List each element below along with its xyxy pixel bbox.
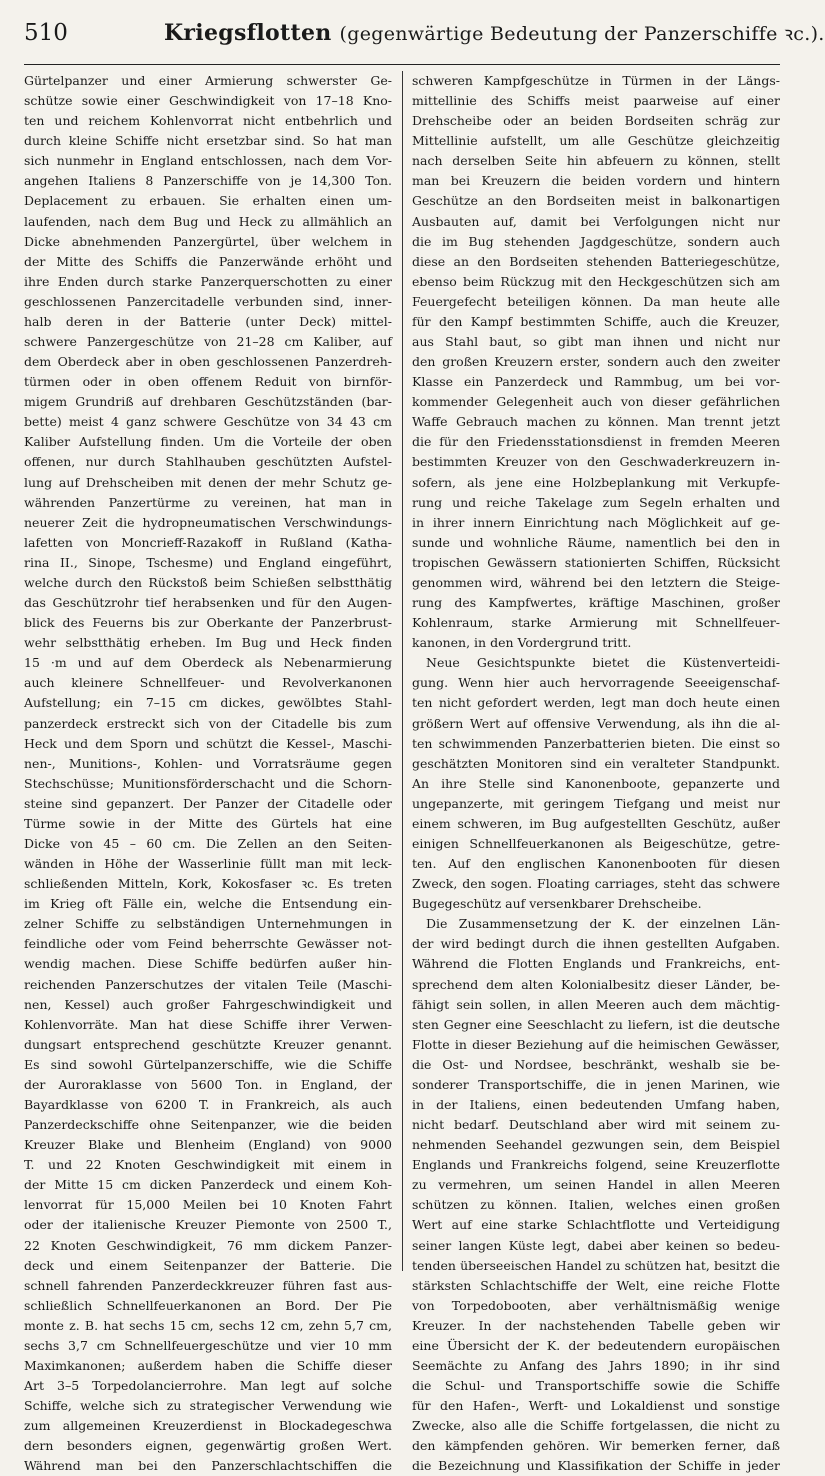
text-line: ebenso beim Rückzug mit den Heckgeschützen sich am — [412, 273, 780, 289]
text-line: Während man bei den Panzerschlachtschiffen die — [24, 1458, 392, 1474]
text-line: Art 3–5 Torpedolancierrohre. Man legt auf solche — [24, 1378, 392, 1394]
right-column — [412, 71, 780, 1474]
text-line: Kohlenraum, starke Armierung mit Schnellfeuer- — [412, 615, 780, 631]
text-line: ten. Auf den englischen Kanonenbooten für diesen — [412, 856, 780, 872]
text-line: einigen Schnellfeuerkanonen als Beigeschütze, getre- — [412, 835, 780, 851]
text-line: An ihre Stelle sind Kanonenboote, gepanzerte und — [412, 775, 780, 791]
text-line: 22 Knoten Geschwindigkeit, 76 mm dickem Panzer- — [24, 1237, 392, 1253]
text-line: der Auroraklasse von 5600 Ton. in England, der — [24, 1076, 392, 1092]
text-line: dern besonders eignen, gegenwärtig großen Wert. — [24, 1438, 392, 1454]
text-line: Bayardklasse von 6200 T. in Frankreich, als auch — [24, 1096, 392, 1112]
text-line: Feuergefecht beteiligen können. Da man heute alle — [412, 293, 780, 309]
text-line: geschätzten Monitoren sind ein veralteter Standpunkt. — [412, 755, 780, 771]
text-line: wehr selbstthätig erheben. Im Bug und Heck finden — [24, 635, 392, 651]
text-line: Deplacement zu erbauen. Sie erhalten einen um- — [24, 193, 392, 209]
text-line: mittellinie des Schiffs meist paarweise auf einer — [412, 93, 780, 109]
text-line: ungepanzerte, mit geringem Tiefgang und meist nur — [412, 795, 780, 811]
text-line: Zwecke, also alle die Schiffe fortgelassen, die nicht zu — [412, 1418, 780, 1434]
text-line: blick des Feuerns bis zur Oberkante der Panzerbrust- — [24, 615, 392, 631]
text-line: rung und reiche Takelage zum Segeln erhalten und — [412, 494, 780, 510]
text-line: steine sind gepanzert. Der Panzer der Citadelle oder — [24, 795, 392, 811]
text-line: schütze sowie einer Geschwindigkeit von 17–18 Kno- — [24, 93, 392, 109]
text-line: wendig machen. Diese Schiffe bedürfen außer hin- — [24, 956, 392, 972]
text-line: sonderer Transportschiffe, die in jenen Marinen, wie — [412, 1076, 780, 1092]
text-line: die Ost- und Nordsee, beschränkt, weshalb sie be- — [412, 1056, 780, 1072]
text-line: der Mitte des Schiffs die Panzerwände erhöht und — [24, 253, 392, 269]
text-line: Ausbauten auf, damit bei Verfolgungen nicht nur — [412, 213, 780, 229]
running-title — [164, 20, 825, 46]
text-line: Mittellinie aufstellt, um alle Geschütze gleichzeitig — [412, 133, 780, 149]
text-line: man bei Kreuzern die beiden vordern und hintern — [412, 173, 780, 189]
title-main: Kriegsflotten — [164, 20, 332, 46]
text-line: reichenden Panzerschutzes der vitalen Teile (Maschi- — [24, 976, 392, 992]
text-line: seiner langen Küste legt, dabei aber keinen so bedeu- — [412, 1237, 780, 1253]
text-line: Kreuzer Blake und Blenheim (England) von 9000 — [24, 1137, 392, 1153]
text-line: Die Zusammensetzung der K. der einzelnen Län- — [426, 916, 780, 932]
text-line: stärksten Schlachtschiffe der Welt, eine reiche Flotte — [412, 1277, 780, 1293]
text-line: monte z. B. hat sechs 15 cm, sechs 12 cm, zehn 5,7 cm, — [24, 1317, 392, 1333]
running-header — [24, 10, 825, 65]
text-line: Türme sowie in der Mitte des Gürtels hat eine — [24, 815, 392, 831]
text-line: Stechschüsse; Munitionsförderschacht und die Schorn- — [24, 775, 392, 791]
text-line: die Schul- und Transportschiffe sowie die Schiffe — [412, 1378, 780, 1394]
text-line: Während die Flotten Englands und Frankreichs, ent- — [412, 956, 780, 972]
text-line: nicht bedarf. Deutschland aber wird mit seinem zu- — [412, 1117, 780, 1133]
text-line: ten und reichem Kohlenvorrat nicht entbehrlich und — [24, 113, 392, 129]
text-line: die für den Friedensstationsdienst in fremden Meeren — [412, 434, 780, 450]
text-line: schließenden Mitteln, Kork, Kokosfaser ꝛc. Es treten — [24, 876, 392, 892]
text-line: sechs 3,7 cm Schnellfeuergeschütze und vier 10 mm — [24, 1337, 392, 1353]
text-line: oder der italienische Kreuzer Piemonte von 2500 T., — [24, 1217, 392, 1233]
text-line: der wird bedingt durch die ihnen gestellten Aufgaben. — [412, 936, 780, 952]
text-line: 15 ·m und auf dem Oberdeck als Nebenarmierung — [24, 655, 392, 671]
text-line: Heck und dem Sporn und schützt die Kessel-, Maschi- — [24, 735, 392, 751]
title-subtitle: (gegenwärtige Bedeutung der Panzerschiffe ꝛc.). — [339, 23, 825, 45]
text-line: angehen Italiens 8 Panzerschiffe von je 14,300 Ton. — [24, 173, 392, 189]
text-line: sofern, als jene eine Holzbeplankung mit Verkupfe- — [412, 474, 780, 490]
text-line: Wert auf eine starke Schlachtflotte und Verteidigung — [412, 1217, 780, 1233]
text-line: rina II., Sinope, Tschesme) und England eingeführt, — [24, 554, 392, 570]
text-line: für den Kampf bestimmten Schiffe, auch die Kreuzer, — [412, 313, 780, 329]
text-line: schwere Panzergeschütze von 21–28 cm Kaliber, auf — [24, 334, 392, 350]
text-line: lenvorrat für 15,000 Meilen bei 10 Knoten Fahrt — [24, 1197, 392, 1213]
text-line: tenden überseeischen Handel zu schützen hat, besitzt die — [412, 1257, 780, 1273]
text-line: Kohlenvorräte. Man hat diese Schiffe ihrer Verwen- — [24, 1016, 392, 1032]
text-line: Kreuzer. In der nachstehenden Tabelle geben wir — [412, 1317, 780, 1333]
text-line: ten schwimmenden Panzerbatterien bieten. Die einst so — [412, 735, 780, 751]
text-line: nehmenden Seehandel gezwungen sein, dem Beispiel — [412, 1137, 780, 1153]
text-line: gung. Wenn hier auch hervorragende Seeeigenschaf- — [412, 675, 780, 691]
text-line: Flotte in dieser Beziehung auf die heimischen Gewässer, — [412, 1036, 780, 1052]
text-line: größern Wert auf offensive Verwendung, als ihn die al- — [412, 715, 780, 731]
text-line: auch kleinere Schnellfeuer- und Revolverkanonen — [24, 675, 392, 691]
text-line: feindliche oder vom Feind beherrschte Gewässer not- — [24, 936, 392, 952]
text-line: Klasse ein Panzerdeck und Rammbug, um bei vor- — [412, 374, 780, 390]
text-line: laufenden, nach dem Bug und Heck zu allmählich an — [24, 213, 392, 229]
text-line: Aufstellung; ein 7–15 cm dickes, gewölbtes Stahl- — [24, 695, 392, 711]
text-line: nen-, Munitions-, Kohlen- und Vorratsräume gegen — [24, 755, 392, 771]
text-line: bette) meist 4 ganz schwere Geschütze von 34 43 cm — [24, 414, 392, 430]
text-line: zu vermehren, um seinen Handel in allen Meeren — [412, 1177, 780, 1193]
text-line: migem Grundriß auf drehbaren Geschützständen (bar- — [24, 394, 392, 410]
text-line: Es sind sowohl Gürtelpanzerschiffe, wie die Schiffe — [24, 1056, 392, 1072]
text-line: lafetten von Moncrieff-Razakoff in Rußland (Katha- — [24, 534, 392, 550]
text-line: der Mitte 15 cm dicken Panzerdeck und einem Koh- — [24, 1177, 392, 1193]
text-line: Gürtelpanzer und einer Armierung schwerster Ge- — [24, 73, 392, 88]
text-line: Dicke von 45 – 60 cm. Die Zellen an den Seiten- — [24, 835, 392, 851]
text-line: neuerer Zeit die hydropneumatischen Verschwindungs- — [24, 514, 392, 530]
text-line: panzerdeck erstreckt sich von der Citadelle bis zum — [24, 715, 392, 731]
text-line: sprechend dem alten Kolonialbesitz dieser Länder, be- — [412, 976, 780, 992]
column-divider — [402, 71, 403, 1271]
left-column — [24, 71, 392, 1474]
text-line: den kämpfenden gehören. Wir bemerken ferner, daß — [412, 1438, 780, 1454]
text-line: Schiffe, welche sich zu strategischer Verwendung wie — [24, 1398, 392, 1414]
text-line: einem schweren, im Bug aufgestellten Geschütz, außer — [412, 815, 780, 831]
text-line: welche durch den Rückstoß beim Schießen selbstthätig — [24, 574, 392, 590]
text-line: genommen wird, während bei den letztern die Steige- — [412, 574, 780, 590]
text-line: im Krieg oft Fälle ein, welche die Entsendung ein- — [24, 896, 392, 912]
text-line: schnell fahrenden Panzerdeckkreuzer führen fast aus- — [24, 1277, 392, 1293]
text-line: Seemächte zu Anfang des Jahrs 1890; in ihr sind — [412, 1358, 780, 1373]
text-line: halb deren in der Batterie (unter Deck) mittel- — [24, 313, 392, 329]
text-line: Bugegeschütz auf versenkbarer Drehscheibe. — [412, 896, 702, 912]
text-line: das Geschützrohr tief herabsenken und für den Augen- — [24, 595, 392, 611]
text-line: kanonen, in den Vordergrund tritt. — [412, 635, 632, 651]
text-line: den großen Kreuzern erster, sondern auch den zweiter — [412, 354, 780, 370]
text-line: zelner Schiffe zu selbständigen Unternehmungen in — [24, 916, 392, 932]
text-line: schützen zu können. Italien, welches einen großen — [412, 1197, 780, 1213]
text-line: bestimmten Kreuzer von den Geschwaderkreuzern in- — [412, 454, 780, 470]
text-line: von Torpedobooten, aber verhältnismäßig wenige — [412, 1297, 780, 1313]
text-line: Panzerdeckschiffe ohne Seitenpanzer, wie die beiden — [24, 1117, 392, 1133]
text-line: nen, Kessel) auch großer Fahrgeschwindigkeit und — [24, 996, 392, 1012]
text-line: geschlossenen Panzercitadelle verbunden sind, inner- — [24, 293, 392, 309]
text-line: tropischen Gewässern stationierten Schiffen, Rücksicht — [412, 554, 780, 570]
text-line: dem Oberdeck aber in oben geschlossenen Panzerdreh- — [24, 354, 392, 370]
text-line: T. und 22 Knoten Geschwindigkeit mit einem in — [24, 1157, 392, 1173]
text-line: schließlich Schnellfeuerkanonen an Bord. Der Pie — [24, 1297, 392, 1313]
text-line: dungsart entsprechend geschützte Kreuzer genannt. — [24, 1036, 392, 1052]
text-line: wänden in Höhe der Wasserlinie füllt man mit leck- — [24, 856, 392, 872]
text-line: für den Hafen-, Werft- und Lokaldienst und sonstige — [412, 1398, 780, 1414]
text-line: sunde und wohnliche Räume, namentlich bei den in — [412, 534, 780, 550]
text-line: in der Italiens, einen bedeutenden Umfang haben, — [412, 1096, 780, 1112]
text-line: Drehscheibe oder an beiden Bordseiten schräg zur — [412, 113, 780, 129]
text-line: Englands und Frankreichs folgend, seine Kreuzerflotte — [412, 1157, 780, 1173]
text-line: nach derselben Seite hin abfeuern zu können, stellt — [412, 153, 780, 169]
text-line: die im Bug stehenden Jagdgeschütze, sondern auch — [412, 233, 780, 249]
text-columns — [24, 71, 780, 1474]
text-line: Neue Gesichtspunkte bietet die Küstenverteidi- — [426, 655, 780, 671]
text-line: lung auf Drehscheiben mit denen der mehr Schutz ge- — [24, 474, 392, 490]
text-line: deck und einem Seitenpanzer der Batterie. Die — [24, 1257, 392, 1273]
text-line: zum allgemeinen Kreuzerdienst in Blockadegeschwa — [24, 1418, 392, 1434]
text-line: Geschütze an den Bordseiten meist in balkonartigen — [412, 193, 780, 209]
text-line: währenden Panzertürme zu vereinen, hat man in — [24, 494, 392, 510]
text-line: Kaliber Aufstellung finden. Um die Vorteile der oben — [24, 434, 392, 450]
text-line: fähigt sein sollen, in allen Meeren auch dem mächtig- — [412, 996, 780, 1012]
text-line: Zweck, den sogen. Floating carriages, steht das schwere — [412, 876, 780, 892]
text-line: schweren Kampfgeschütze in Türmen in der Längs- — [412, 73, 780, 88]
text-line: aus Stahl baut, so gibt man ihnen und nicht nur — [412, 334, 780, 350]
text-line: eine Übersicht der K. der bedeutendern europäischen — [412, 1337, 780, 1353]
text-line: türmen oder in oben offenem Reduit von birnför- — [24, 374, 392, 390]
text-line: diese an den Bordseiten stehenden Batteriegeschütze, — [412, 253, 780, 269]
text-line: rung des Kampfwertes, kräftige Maschinen, großer — [412, 595, 780, 611]
text-line: ihre Enden durch starke Panzerquerschotten zu einer — [24, 273, 392, 289]
text-line: sich nunmehr in England entschlossen, nach dem Vor- — [24, 153, 392, 169]
text-line: Waffe Gebrauch machen zu können. Man trennt jetzt — [412, 414, 780, 430]
text-line: die Bezeichnung und Klassifikation der Schiffe in jeder — [412, 1458, 780, 1474]
text-line: ten nicht gefordert werden, legt man doch heute einen — [412, 695, 780, 711]
text-line: Dicke abnehmenden Panzergürtel, über welchem in — [24, 233, 392, 249]
text-line: Maximkanonen; außerdem haben die Schiffe dieser — [24, 1358, 392, 1373]
page-number: 510 — [24, 20, 68, 46]
text-line: sten Gegner eine Seeschlacht zu liefern, ist die deutsche — [412, 1016, 780, 1032]
text-line: offenen, nur durch Stahlhauben geschützten Aufstel- — [24, 454, 392, 470]
text-line: kommender Gelegenheit auch von dieser gefährlichen — [412, 394, 780, 410]
text-line: durch kleine Schiffe nicht ersetzbar sind. So hat man — [24, 133, 392, 149]
text-line: in ihrer innern Einrichtung nach Möglichkeit auf ge- — [412, 514, 780, 530]
